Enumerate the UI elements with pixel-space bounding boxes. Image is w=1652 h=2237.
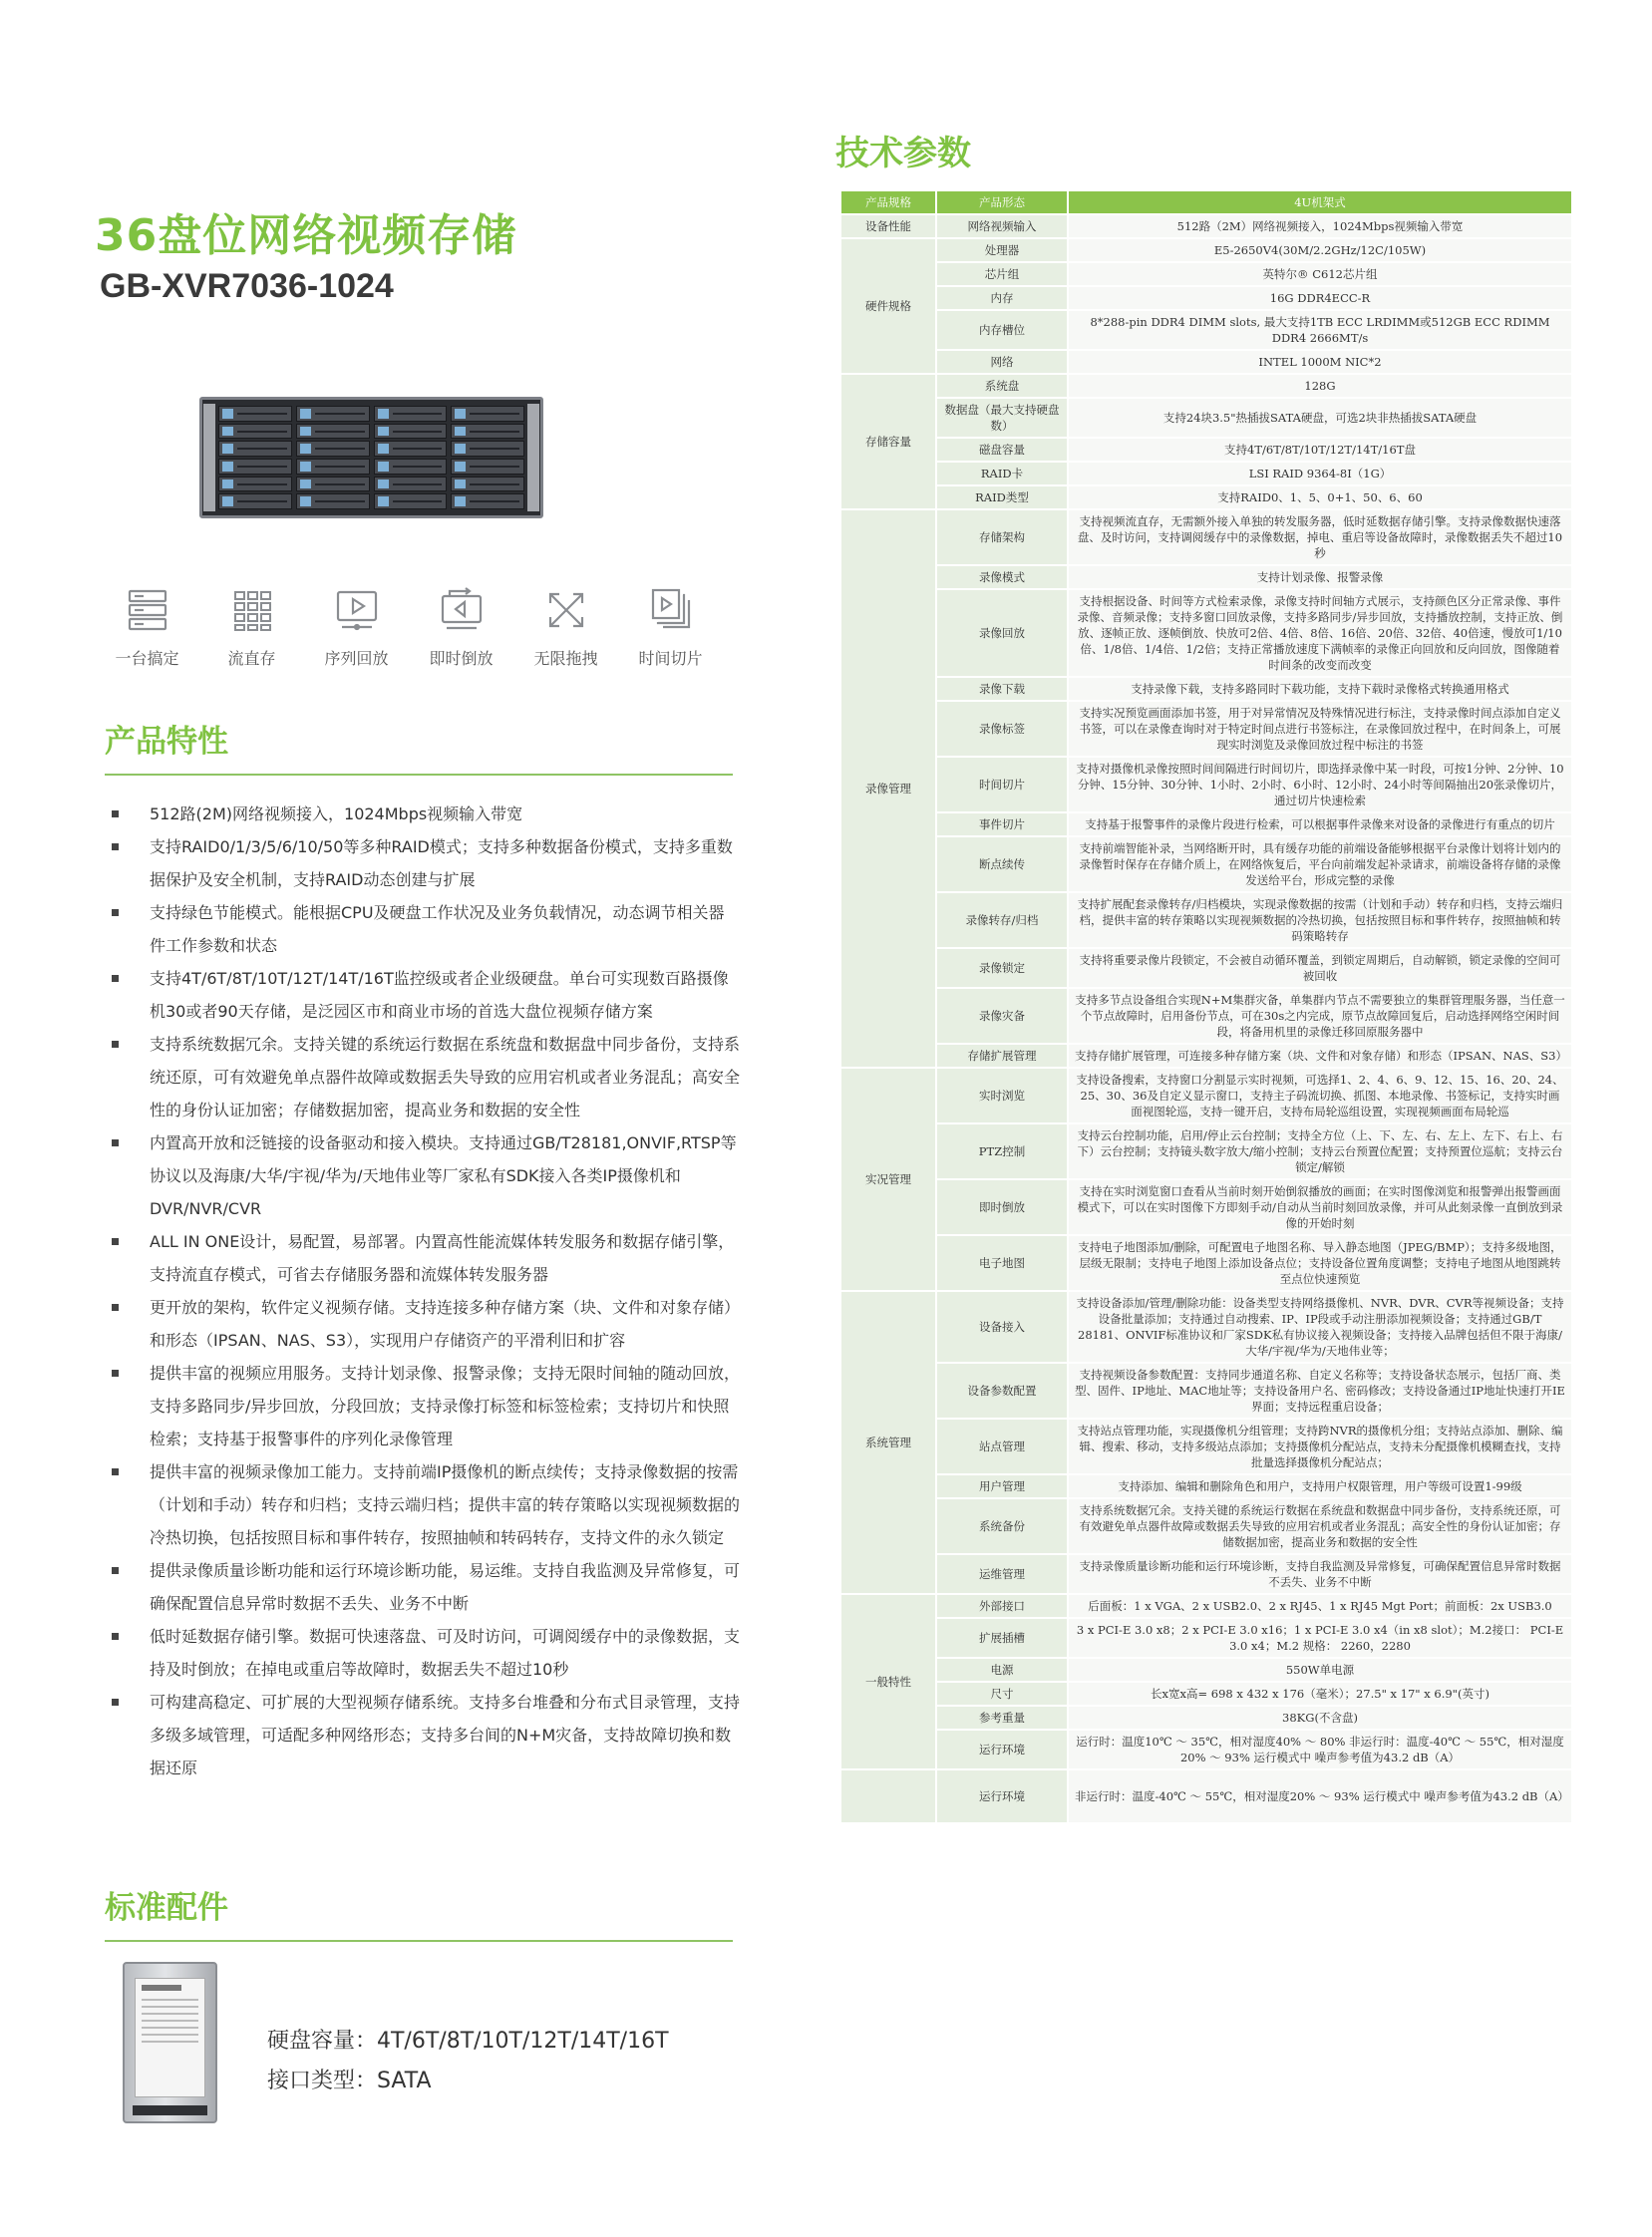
layered-slices-icon [647,586,695,634]
disk-capacity-text: 硬盘容量：4T/6T/8T/10T/12T/14T/16T [267,2029,669,2054]
spec-row [840,948,1572,988]
hdd-connector [133,2105,207,2115]
feature-bullet: 低时延数据存储引擎。数据可快速落盘、可及时访问，可调阅缓存中的录像数据，支持及时倒放；在掉电或重启等故障时，数据丢失不超过10秒 [112,1620,740,1686]
drive-bay [218,406,292,422]
feature-one-box [100,586,194,669]
spec-row [840,1068,1572,1123]
feature-bullet: 提供丰富的视频应用服务。支持计划录像、报警录像；支持无限时间轴的随动回放，支持多路同步/异步回放，分段回放；支持录像打标签和标签检索；支持切片和快照检索；支持基于报警事件的序列化录像管理 [112,1357,740,1455]
spec-value-cell: 3 x PCI-E 3.0 x8；2 x PCI-E 3.0 x16；1 x PCI-E 3.0 x4（in x8 slot）；M.2接口： PCI-E 3.0 x4；M.2 规格： 2260，2280 [1068,1618,1572,1658]
spec-header-cell: 4U机架式 [1068,190,1572,214]
rack-ear-left [203,404,215,511]
drive-bays [218,406,524,509]
drive-bay [296,441,370,457]
spec-item-cell: 运行环境 [936,1730,1068,1769]
feature-bullet: 支持绿色节能模式。能根据CPU及硬盘工作状况及业务负载情况，动态调节相关器件工作参数和状态 [112,896,740,962]
spec-value-cell: 512路（2M）网络视频接入，1024Mbps视频输入带宽 [1068,214,1572,238]
spec-value-cell: 支持RAID0、1、5、0+1、50、6、60 [1068,485,1572,509]
server-stack-icon [124,586,171,634]
feature-bullet: ALL IN ONE设计，易配置，易部署。内置高性能流媒体转发服务和数据存储引擎，支持流直存模式，可省去存储服务器和流媒体转发服务器 [112,1225,740,1291]
drive-bay [374,493,448,509]
spec-row [840,1618,1572,1658]
play-screen-icon [333,586,381,634]
spec-row [840,1291,1572,1363]
spec-item-cell: 网络 [936,350,1068,374]
spec-value-cell: 支持存储扩展管理，可连接多种存储方案（块、文件和对象存储）和形态（IPSAN、NAS、S3） [1068,1044,1572,1068]
spec-value-cell: 支持视频设备参数配置：支持同步通道名称、自定义名称等；支持设备状态展示，包括厂商、类型、固件、IP地址、MAC地址等；支持设备用户名、密码修改；支持设备通过IP地址快速打开IE界面；支持远程重启设备； [1068,1363,1572,1419]
tech-specs-title: 技术参数 [835,134,971,173]
spec-row [840,836,1572,892]
spec-row [840,589,1572,677]
spec-item-cell: RAID卡 [936,462,1068,485]
spec-row [840,1730,1572,1769]
feature-bullet: 内置高开放和泛链接的设备驱动和接入模块。支持通过GB/T28181,ONVIF,RTSP等协议以及海康/大华/宇视/华为/天地伟业等厂家私有SDK接入各类IP摄像机和DVR/NVR/CVR [112,1126,740,1225]
spec-value-cell: 英特尔® C612芯片组 [1068,262,1572,286]
spec-row [840,374,1572,398]
spec-value-cell: 运行时：温度10℃ ～ 35℃，相对湿度40% ～ 80% 非运行时：温度-40℃ ～ 55℃，相对湿度20% ～ 93% 运行模式中 噪声参考值为43.2 dB（A） [1068,1730,1572,1769]
spec-value-cell: 支持录像下载，支持多路同时下载功能，支持下载时录像格式转换通用格式 [1068,677,1572,701]
spec-row [840,1682,1572,1706]
spec-value-cell: LSI RAID 9364-8I（1G） [1068,462,1572,485]
spec-row [840,1235,1572,1291]
server-product-image [199,397,543,518]
spec-value-cell: 支持设备搜索，支持窗口分割显示实时视频，可选择1、2、4、6、9、12、15、16、20、24、25、30、36及自定义显示窗口，支持主子码流切换、抓图、本地录像、书签标记，支持实时画面视图轮巡，支持一键开启，支持布局轮巡组设置，实现视频画面布局轮巡 [1068,1068,1572,1123]
spec-row [840,1594,1572,1618]
drive-bay [451,441,524,457]
spec-value-cell: 非运行时：温度-40℃ ～ 55℃，相对湿度20% ～ 93% 运行模式中 噪声参考值为43.2 dB（A） [1068,1769,1572,1823]
spec-item-cell: 电子地图 [936,1235,1068,1291]
spec-item-cell: 运行环境 [936,1769,1068,1823]
spec-item-cell: 数据盘（最大支持硬盘数） [936,398,1068,438]
spec-row [840,438,1572,462]
spec-row [840,462,1572,485]
spec-row [840,1123,1572,1179]
spec-value-cell: 后面板：1 x VGA、2 x USB2.0、2 x RJ45、1 x RJ45 Mgt Port；前面板：2x USB3.0 [1068,1594,1572,1618]
spec-value-cell: 16G DDR4ECC-R [1068,286,1572,310]
hdd-label [135,1978,205,2097]
feature-time-slice [623,586,718,669]
feature-bullet: 提供丰富的视频录像加工能力。支持前端IP摄像机的断点续传；支持录像数据的按需（计划和手动）转存和归档；支持云端归档；提供丰富的转存策略以实现视频数据的冷热切换，包括按照目标和事件转存，按照抽帧和转码转存，支持文件的永久锁定 [112,1455,740,1554]
spec-value-cell: 支持添加、编辑和删除角色和用户，支持用户权限管理，用户等级可设置1-99级 [1068,1474,1572,1498]
drive-bay [374,459,448,475]
drive-bay [296,477,370,492]
spec-value-cell: 支持设备添加/管理/删除功能：设备类型支持网络摄像机、NVR、DVR、CVR等视频设备；支持设备批量添加；支持通过自动搜索、IP、IP段或手动注册添加视频设备；支持通过GB/T 28181、ONVIF标准协议和厂家SDK私有协议接入视频设备；支持接入品牌包括但不限于海康/大华/宇视/华为/天地伟业等； [1068,1291,1572,1363]
spec-item-cell: 录像模式 [936,565,1068,589]
drive-bay [296,459,370,475]
drive-bay [451,459,524,475]
spec-value-cell: 支持实况预览画面添加书签，用于对异常情况及特殊情况进行标注，支持录像时间点添加自定义书签，可以在录像查询时对于特定时间点进行书签标注，在录像回放过程中，在时间条上，可展现实时浏览及录像回放过程中标注的书签 [1068,701,1572,757]
spec-item-cell: 时间切片 [936,757,1068,812]
spec-row [840,1044,1572,1068]
features-section-title: 产品特性 [105,724,228,760]
spec-item-cell: 电源 [936,1658,1068,1682]
spec-item-cell: 设备接入 [936,1291,1068,1363]
spec-value-cell: 支持24块3.5"热插拔SATA硬盘，可选2块非热插拔SATA硬盘 [1068,398,1572,438]
feature-instant-rewind [414,586,508,669]
spec-item-cell: 运维管理 [936,1554,1068,1594]
spec-item-cell: 事件切片 [936,812,1068,836]
accessories-section-title: 标准配件 [105,1890,228,1926]
feature-bullet: 支持4T/6T/8T/10T/12T/14T/16T监控级或者企业级硬盘。单台可实现数百路摄像机30或者90天存储，是泛园区市和商业市场的首选大盘位视频存储方案 [112,962,740,1028]
feature-bullet: 支持RAID0/1/3/5/6/10/50等多种RAID模式；支持多种数据备份模式，支持多重数据保护及安全机制，支持RAID动态创建与扩展 [112,830,740,896]
spec-value-cell: 支持云台控制功能，启用/停止云台控制；支持全方位（上、下、左、右、左上、左下、右上、右下）云台控制；支持镜头数字放大/缩小控制；支持云台预置位配置；支持预置位巡航；支持云台锁定/解锁 [1068,1123,1572,1179]
spec-row [840,262,1572,286]
spec-item-cell: 处理器 [936,238,1068,262]
feature-unlimited-drag [518,586,613,669]
spec-category-cell: 系统管理 [840,1291,936,1594]
spec-row [840,892,1572,948]
drive-bay [374,406,448,422]
spec-row [840,1419,1572,1474]
spec-value-cell: 8*288-pin DDR4 DIMM slots, 最大支持1TB ECC LRDIMM或512GB ECC RDIMM DDR4 2666MT/s [1068,310,1572,350]
section-divider [105,1940,733,1942]
spec-item-cell: 参考重量 [936,1706,1068,1730]
spec-item-cell: 扩展插槽 [936,1618,1068,1658]
spec-value-cell: 支持录像质量诊断功能和运行环境诊断，支持自我监测及异常修复，可确保配置信息异常时数据不丢失、业务不中断 [1068,1554,1572,1594]
spec-item-cell: 录像转存/归档 [936,892,1068,948]
feature-bullet: 可构建高稳定、可扩展的大型视频存储系统。支持多台堆叠和分布式目录管理，支持多级多域管理，可适配多种网络形态；支持多台间的N+M灾备，支持故障切换和数据还原 [112,1686,740,1784]
spec-item-cell: 录像回放 [936,589,1068,677]
spec-row [840,214,1572,238]
spec-item-cell: 存储架构 [936,509,1068,565]
spec-item-cell: 断点续传 [936,836,1068,892]
feature-label: 时间切片 [638,649,703,668]
spec-value-cell: 支持视频流直存，无需额外接入单独的转发服务器，低时延数据存储引擎。支持录像数据快速落盘、及时访问，支持调阅缓存中的录像数据，掉电、重启等设备故障时，录像数据丢失不超过10秒 [1068,509,1572,565]
drive-bay [296,493,370,509]
drive-bay [218,493,292,509]
spec-row [840,757,1572,812]
feature-bullet: 512路(2M)网络视频接入，1024Mbps视频输入带宽 [112,798,740,830]
spec-value-cell: 支持站点管理功能，实现摄像机分组管理；支持跨NVR的摄像机分组；支持站点添加、删除、编辑、搜索、移动，支持多级站点添加；支持摄像机分配站点，支持未分配摄像机模糊查找，支持批量选择摄像机分配站点； [1068,1419,1572,1474]
spec-item-cell: 即时倒放 [936,1179,1068,1235]
spec-value-cell: 38KG(不含盘) [1068,1706,1572,1730]
spec-value-cell: 支持前端智能补录，当网络断开时，具有缓存功能的前端设备能够根据平台录像计划将计划内的录像暂时保存在存储介质上，在网络恢复后，平台向前端发起补录请求，前端设备将存储的录像发送给平台，形成完整的录像 [1068,836,1572,892]
spec-category-cell: 存储容量 [840,374,936,509]
spec-item-cell: 磁盘容量 [936,438,1068,462]
spec-row [840,1658,1572,1682]
spec-item-cell: 设备参数配置 [936,1363,1068,1419]
spec-category-cell: 一般特性 [840,1594,936,1769]
spec-value-cell: 支持根据设备、时间等方式检索录像，录像支持时间轴方式展示，支持颜色区分正常录像、事件录像、音频录像；支持多窗口回放录像，支持多路同步/异步回放，支持播放控制，支持正放、倒放、逐帧正放、逐帧倒放、快放可2倍、4倍、8倍、16倍、20倍、32倍、40倍速，慢放可1/10倍、1/8倍、1/4倍、1/2倍；支持正常播放速度下满帧率的录像正向回放和反向回放，图像随着时间条的改变而改变 [1068,589,1572,677]
feature-stream-storage [204,586,299,669]
spec-item-cell: 录像下载 [936,677,1068,701]
spec-category-cell: 录像管理 [840,509,936,1068]
drive-bay [218,424,292,440]
feature-label: 序列回放 [324,649,389,668]
spec-item-cell: 实时浏览 [936,1068,1068,1123]
spec-value-cell: 支持将重要录像片段锁定，不会被自动循环覆盖，到锁定周期后，自动解锁，锁定录像的空间可被回收 [1068,948,1572,988]
spec-item-cell: 内存槽位 [936,310,1068,350]
spec-item-cell: 录像锁定 [936,948,1068,988]
feature-bullet: 支持系统数据冗余。支持关键的系统运行数据在系统盘和数据盘中同步备份，支持系统还原，可有效避免单点器件故障或数据丢失导致的应用宕机或者业务混乱；高安全性的身份认证加密；存储数据加密，提高业务和数据的安全性 [112,1028,740,1126]
interface-type-text: 接口类型：SATA [267,2069,432,2093]
product-model: GB-XVR7036-1024 [100,267,394,305]
feature-bullet: 提供录像质量诊断功能和运行环境诊断功能，易运维。支持自我监测及异常修复，可确保配置信息异常时数据不丢失、业务不中断 [112,1554,740,1620]
spec-value-cell: 支持4T/6T/8T/10T/12T/14T/16T盘 [1068,438,1572,462]
drive-bay [218,441,292,457]
rack-ear-right [527,404,539,511]
spec-row [840,701,1572,757]
spec-item-cell: RAID类型 [936,485,1068,509]
feature-bullet: 更开放的架构，软件定义视频存储。支持连接多种存储方案（块、文件和对象存储）和形态（IPSAN、NAS、S3），实现用户存储资产的平滑利旧和扩容 [112,1291,740,1357]
spec-row [840,286,1572,310]
spec-row [840,812,1572,836]
grid-icon [228,586,276,634]
expand-arrows-icon [542,586,590,634]
spec-item-cell: 存储扩展管理 [936,1044,1068,1068]
spec-row [840,485,1572,509]
feature-label: 无限拖拽 [533,649,598,668]
spec-item-cell: 网络视频输入 [936,214,1068,238]
feature-label: 流直存 [227,649,276,668]
spec-value-cell: 支持计划录像、报警录像 [1068,565,1572,589]
product-title: 36盘位网络视频存储 [95,210,517,261]
drive-bay [218,477,292,492]
spec-footer-row [840,1769,1572,1823]
spec-row [840,509,1572,565]
feature-bullet-list [112,798,740,1784]
spec-value-cell: 长x宽x高= 698 x 432 x 176（毫米）；27.5" x 17" x 6.9"(英寸) [1068,1682,1572,1706]
hard-drive-image [123,1962,217,2123]
feature-label: 即时倒放 [429,649,494,668]
spec-row [840,1706,1572,1730]
spec-item-cell: 外部接口 [936,1594,1068,1618]
rewind-screen-icon [438,586,486,634]
spec-row [840,398,1572,438]
spec-category-cell: 实况管理 [840,1068,936,1291]
spec-row [840,1474,1572,1498]
spec-category-cell: 硬件规格 [840,238,936,374]
drive-bay [451,424,524,440]
spec-header-cell: 产品形态 [936,190,1068,214]
drive-bay [218,459,292,475]
spec-item-cell: 录像标签 [936,701,1068,757]
spec-item-cell: 录像灾备 [936,988,1068,1044]
spec-row [840,1498,1572,1554]
spec-value-cell: 支持电子地图添加/删除，可配置电子地图名称、导入静态地图（JPEG/BMP）；支持多级地图，层级无限制；支持电子地图上添加设备点位；支持设备位置角度调整；支持电子地图从地图跳转至点位快速预览 [1068,1235,1572,1291]
spec-item-cell: 尺寸 [936,1682,1068,1706]
feature-icon-row [100,586,718,669]
spec-item-cell: 站点管理 [936,1419,1068,1474]
drive-bay [296,406,370,422]
drive-bay [374,441,448,457]
spec-item-cell: 芯片组 [936,262,1068,286]
spec-value-cell: 128G [1068,374,1572,398]
spec-header-row [840,190,1572,214]
spec-value-cell: 支持对摄像机录像按照时间间隔进行时间切片，即选择录像中某一时段，可按1分钟、2分钟、10分钟、15分钟、30分钟、1小时、2小时、6小时、12小时、24小时等间隔抽出20张录像切片，通过切片快速检索 [1068,757,1572,812]
spec-row [840,238,1572,262]
spec-category-cell [840,1769,936,1823]
spec-category-cell: 设备性能 [840,214,936,238]
spec-item-cell: PTZ控制 [936,1123,1068,1179]
drive-bay [374,477,448,492]
spec-item-cell: 内存 [936,286,1068,310]
drive-bay [451,493,524,509]
spec-value-cell: E5-2650V4(30M/2.2GHz/12C/105W) [1068,238,1572,262]
spec-item-cell: 系统盘 [936,374,1068,398]
spec-item-cell: 系统备份 [936,1498,1068,1554]
spec-value-cell: 支持在实时浏览窗口查看从当前时刻开始倒叙播放的画面；在实时图像浏览和报警弹出报警画面模式下，可以在实时图像下方即刻手动/自动从当前时刻回放录像，并可从此刻录像一直倒放到录像的开始时刻 [1068,1179,1572,1235]
spec-value-cell: 支持扩展配套录像转存/归档模块，实现录像数据的按需（计划和手动）转存和归档，支持云端归档，提供丰富的转存策略以实现视频数据的冷热切换，包括按照目标和事件转存，按照抽帧和转码策略转存 [1068,892,1572,948]
spec-row [840,1179,1572,1235]
drive-bay [451,477,524,492]
spec-row [840,1554,1572,1594]
spec-row [840,677,1572,701]
feature-sequence-playback [309,586,404,669]
spec-value-cell: INTEL 1000M NIC*2 [1068,350,1572,374]
spec-item-cell: 用户管理 [936,1474,1068,1498]
spec-header-cell: 产品规格 [840,190,936,214]
spec-value-cell: 支持基于报警事件的录像片段进行检索，可以根据事件录像来对设备的录像进行有重点的切片 [1068,812,1572,836]
feature-label: 一台搞定 [115,649,179,668]
spec-value-cell: 支持系统数据冗余。支持关键的系统运行数据在系统盘和数据盘中同步备份，支持系统还原，可有效避免单点器件故障或数据丢失导致的应用宕机或者业务混乱；高安全性的身份认证加密；存储数据加密，提高业务和数据的安全性 [1068,1498,1572,1554]
drive-bay [296,424,370,440]
spec-value-cell: 支持多节点设备组合实现N+M集群灾备，单集群内节点不需要独立的集群管理服务器，当任意一个节点故障时，启用备份节点，可在30s之内完成，原节点故障回复后，启动选择网络空闲时间段，将备用机里的录像迁移回原服务器中 [1068,988,1572,1044]
spec-row [840,565,1572,589]
drive-bay [374,424,448,440]
section-divider [105,774,733,776]
spec-row [840,310,1572,350]
spec-table [839,189,1573,1824]
spec-row [840,988,1572,1044]
spec-row [840,350,1572,374]
spec-value-cell: 550W单电源 [1068,1658,1572,1682]
spec-row [840,1363,1572,1419]
drive-bay [451,406,524,422]
